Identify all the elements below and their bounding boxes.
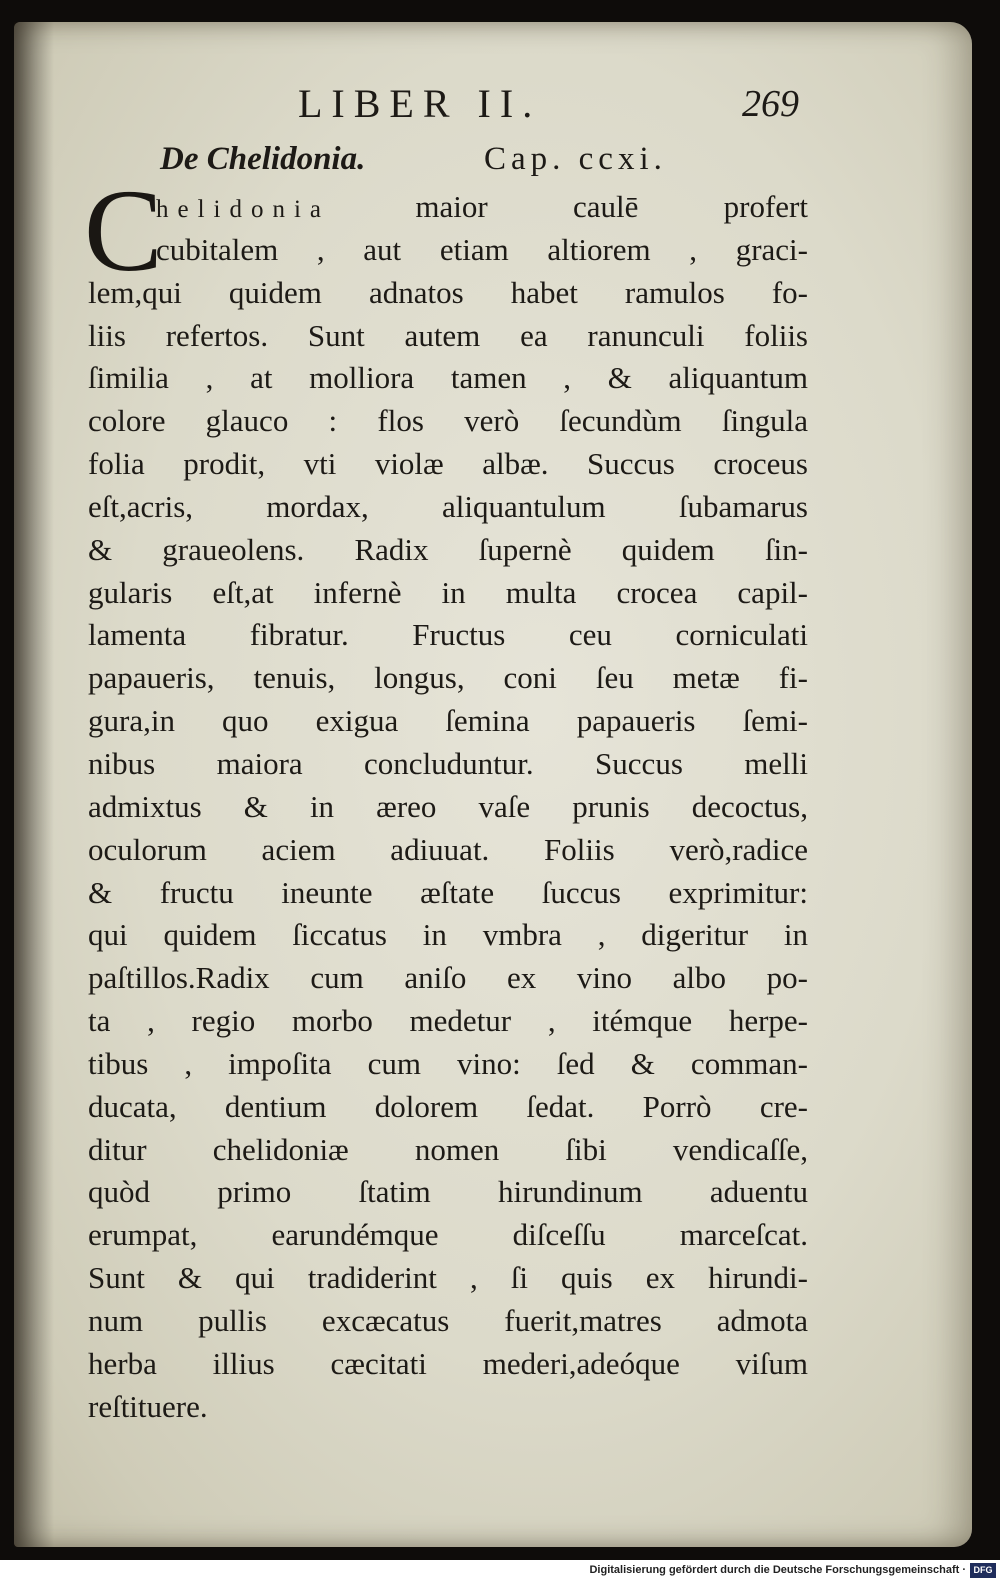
footer-credit: Digitalisierung gefördert durch die Deutsche Forschungsgemeinschaft ·: [589, 1564, 966, 1576]
text-line: tibus , impoſita cum vino: ſed & comman-: [88, 1045, 808, 1081]
text-line: nibus maiora concluduntur. Succus melli: [88, 745, 808, 781]
text-line: & graueolens. Radix ſupernè quidem ſin-: [88, 531, 808, 567]
body-text: [88, 186, 808, 1428]
running-title: LIBER II.: [298, 81, 542, 126]
first-word-small-caps: helidonia: [156, 196, 331, 223]
text-line: reſtituere.: [88, 1388, 208, 1424]
text-line: gularis eſt,at infernè in multa crocea capil-: [88, 574, 808, 610]
text-line: Sunt & qui tradiderint , ſi quis ex hirundi-: [88, 1260, 808, 1296]
chapter-number: Cap. ccxi.: [484, 141, 667, 177]
text-line: herba illius cæcitati mederi,adeóque viſum: [88, 1345, 808, 1381]
text-line: lamenta fibratur. Fructus ceu corniculati: [88, 617, 808, 653]
text-line: gura,in quo exigua ſemina papaueris ſemi-: [88, 703, 808, 739]
text-line: papaueris, tenuis, longus, coni ſeu metæ fi-: [88, 660, 808, 696]
text-line: eſt,acris, mordax, aliquantulum ſubamarus: [88, 488, 808, 524]
text-line: cubitalem , aut etiam altiorem , graci-: [156, 231, 808, 267]
text-line: liis refertos. Sunt autem ea ranunculi foliis: [88, 317, 808, 353]
chapter-title: De Chelidonia.: [160, 141, 366, 177]
text-line: lem,qui quidem adnatos habet ramulos fo-: [88, 274, 808, 310]
page-number: 269: [742, 83, 799, 125]
running-head: [0, 80, 1000, 130]
text-line: quòd primo ſtatim hirundinum aduentu: [88, 1174, 808, 1210]
text-line-first: [88, 186, 808, 229]
text-line: folia prodit, vti violæ albæ. Succus croceus: [88, 446, 808, 482]
text-line: ducata, dentium dolorem ſedat. Porrò cre-: [88, 1088, 808, 1124]
text-line: admixtus & in æreo vaſe prunis decoctus,: [88, 788, 808, 824]
text-line: ta , regio morbo medetur , itémque herpe-: [88, 1003, 808, 1039]
text-lines: [88, 229, 808, 1429]
text-line: colore glauco : flos verò ſecundùm ſingula: [88, 403, 808, 439]
text-line: & fructu ineunte æſtate ſuccus exprimitur:: [88, 874, 808, 910]
text-line: qui quidem ſiccatus in vmbra , digeritur in: [88, 917, 808, 953]
text-line: erumpat, earundémque diſceſſu marceſcat.: [88, 1217, 808, 1253]
text-line: oculorum aciem adiuuat. Foliis verò,radice: [88, 831, 808, 867]
text-line: ditur chelidoniæ nomen ſibi vendicaſſe,: [88, 1131, 808, 1167]
text-line: num pullis excæcatus fuerit,matres admota: [88, 1302, 808, 1338]
footer-bar: [0, 1560, 1000, 1587]
text-line: paſtillos.Radix cum aniſo ex vino albo po-: [88, 960, 808, 996]
text-line: ſimilia , at molliora tamen , & aliquantum: [88, 360, 808, 396]
drop-cap: C: [84, 165, 163, 296]
dfg-logo: DFG: [970, 1563, 996, 1578]
first-line-rest: maior caulē profert: [330, 189, 808, 224]
